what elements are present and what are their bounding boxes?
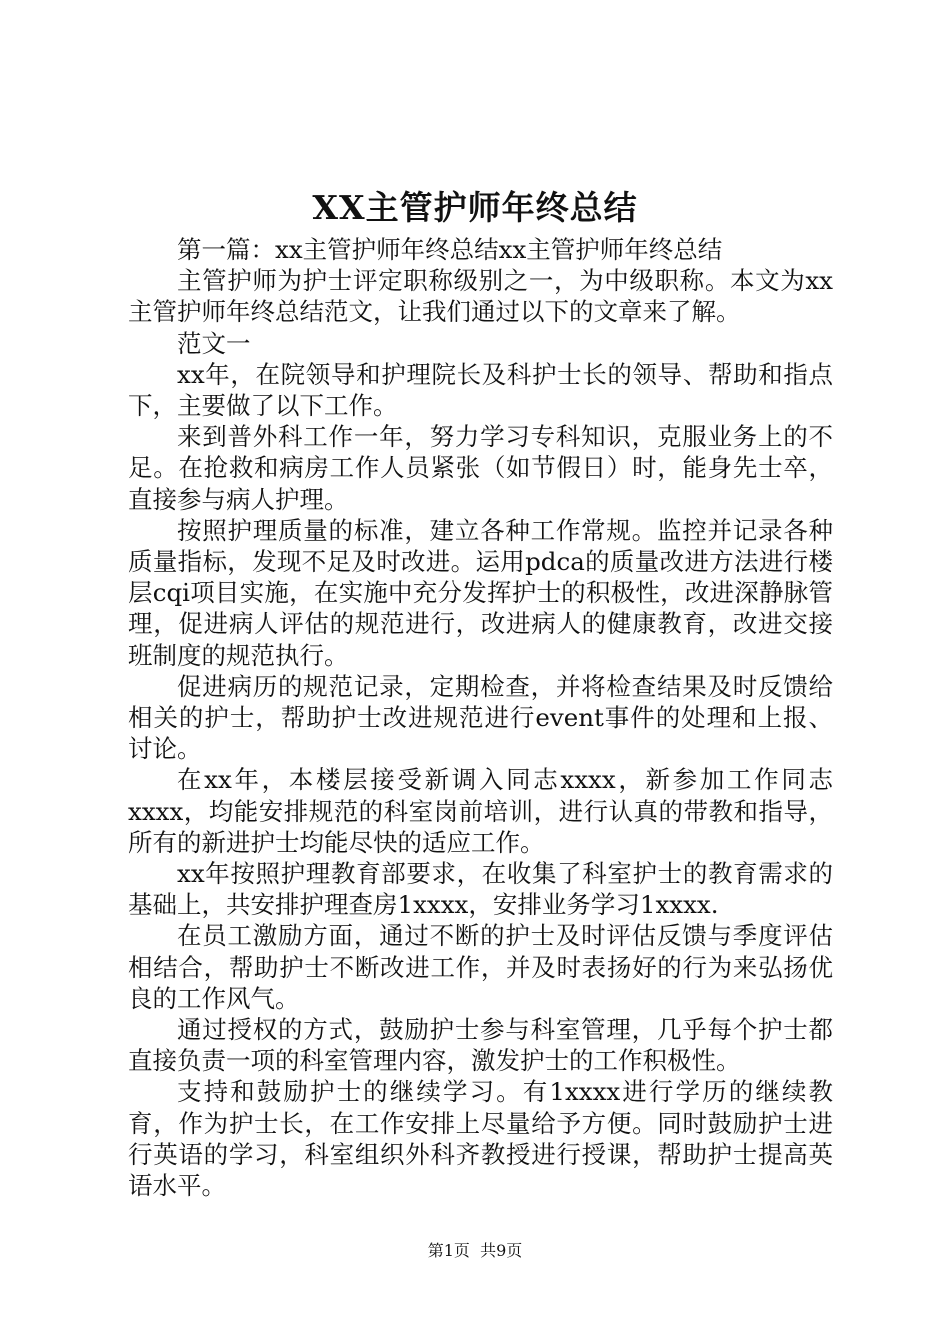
paragraph: 支持和鼓励护士的继续学习。有1xxxx进行学历的继续教育，作为护士长，在工作安排上尽量给予方便。同时鼓励护士进行英语的学习，科室组织外科齐教授进行授课，帮助护士提高英语水平。	[128, 1077, 833, 1201]
paragraph: 在xx年，本楼层接受新调入同志xxxx，新参加工作同志xxxx，均能安排规范的科室岗前培训，进行认真的带教和指导，所有的新进护士均能尽快的适应工作。	[128, 765, 833, 857]
paragraph: 促进病历的规范记录，定期检查，并将检查结果及时反馈给相关的护士，帮助护士改进规范进行event事件的处理和上报、讨论。	[128, 671, 833, 764]
document-title: XX主管护师年终总结	[312, 188, 638, 227]
page-footer	[0, 1240, 950, 1262]
paragraph: 范文一	[177, 328, 251, 358]
document-body	[128, 234, 833, 1201]
paragraph: 来到普外科工作一年，努力学习专科知识，克服业务上的不足。在抢救和病房工作人员紧张（如节假日）时，能身先士卒，直接参与病人护理。	[128, 422, 833, 514]
paragraph: 通过授权的方式，鼓励护士参与科室管理，几乎每个护士都直接负责一项的科室管理内容，激发护士的工作积极性。	[128, 1015, 833, 1076]
paragraph: 按照护理质量的标准，建立各种工作常规。监控并记录各种质量指标，发现不足及时改进。运用pdca的质量改进方法进行楼层cqi项目实施，在实施中充分发挥护士的积极性，改进深静脉管理，促进病人评估的规范进行，改进病人的健康教育，改进交接班制度的规范执行。	[128, 515, 833, 670]
paragraph: xx年按照护理教育部要求，在收集了科室护士的教育需求的基础上，共安排护理查房1xxxx，安排业务学习1xxxx.	[128, 859, 833, 920]
page-number: 第1页	[427, 1241, 470, 1260]
paragraph: 在员工激励方面，通过不断的护士及时评估反馈与季度评估相结合，帮助护士不断改进工作，并及时表扬好的行为来弘扬优良的工作风气。	[128, 921, 833, 1013]
paragraph: 第一篇：xx主管护师年终总结xx主管护师年终总结	[177, 235, 723, 264]
paragraph: xx年，在院领导和护理院长及科护士长的领导、帮助和指点下，主要做了以下工作。	[128, 359, 833, 421]
paragraph: 主管护师为护士评定职称级别之一，为中级职称。本文为xx主管护师年终总结范文，让我们通过以下的文章来了解。	[128, 266, 833, 327]
page-total: 共9页	[480, 1241, 523, 1260]
